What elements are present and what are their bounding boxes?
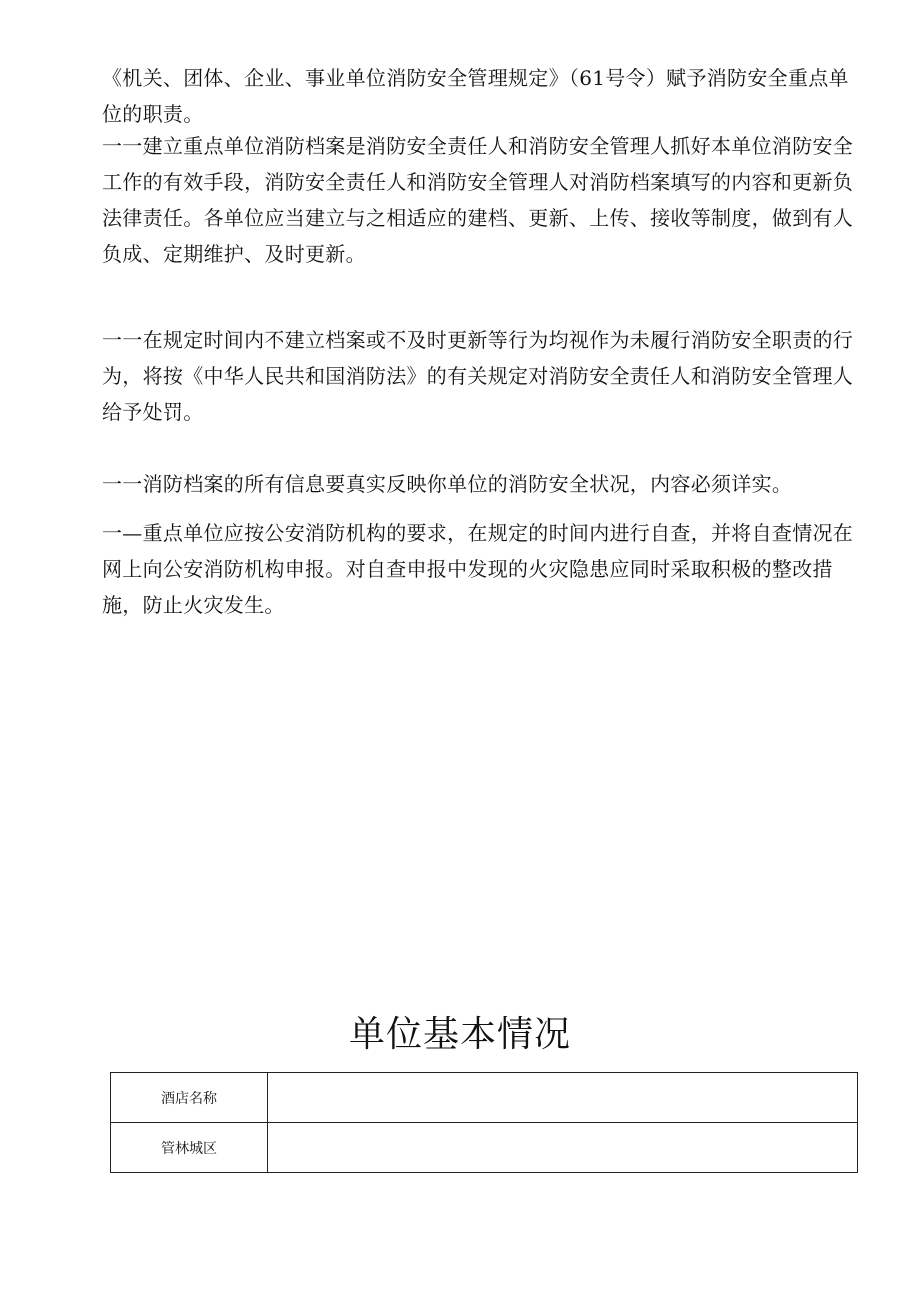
paragraph-5 — [102, 515, 862, 623]
paragraph-line: 工作的有效手段，消防安全责任人和消防安全管理人对消防档案填写的内容和更新负 — [102, 170, 854, 194]
paragraph-line: 网上向公安消防机构申报。对自查申报中发现的火灾隐患应同时采取积极的整改措 — [102, 557, 833, 581]
paragraph-line: 一一建立重点单位消防档案是消防安全责任人和消防安全管理人抓好本单位消防安全 — [102, 134, 854, 158]
paragraph-line: 为，将按《中华人民共和国消防法》的有关规定对消防安全责任人和消防安全管理人 — [102, 364, 854, 388]
table-row — [111, 1123, 858, 1173]
paragraph-line: 法律责任。各单位应当建立与之相适应的建档、更新、上传、接收等制度，做到有人 — [102, 206, 854, 230]
table-row — [111, 1073, 858, 1123]
section-title: 单位基本情况 — [348, 1014, 571, 1055]
paragraph-line: 一—重点单位应按公安消防机构的要求，在规定的时间内进行自查，并将自查情况在 — [102, 521, 854, 545]
paragraph-1 — [102, 60, 862, 132]
basic-info-table — [110, 1072, 858, 1173]
district-label: 管林城区 — [111, 1123, 268, 1173]
paragraph-line: 施，防止火灾发生。 — [102, 593, 285, 617]
paragraph-4 — [102, 466, 862, 502]
paragraph-3 — [102, 322, 862, 430]
paragraph-line: 《机关、团体、企业、事业单位消防安全管理规定》（61号令）赋予消防安全重点单 — [102, 66, 849, 90]
paragraph-line: 给予处罚。 — [102, 400, 204, 424]
paragraph-line: 位的职责。 — [102, 102, 204, 126]
paragraph-line: 一一消防档案的所有信息要真实反映你单位的消防安全状况，内容必须详实。 — [102, 472, 793, 496]
hotel-name-label: 酒店名称 — [111, 1073, 268, 1123]
paragraph-line: 一一在规定时间内不建立档案或不及时更新等行为均视作为未履行消防安全职责的行 — [102, 328, 854, 352]
paragraph-line: 负成、定期维护、及时更新。 — [102, 242, 366, 266]
hotel-name-field[interactable] — [268, 1073, 858, 1123]
district-field[interactable] — [268, 1123, 858, 1173]
paragraph-2 — [102, 128, 862, 272]
